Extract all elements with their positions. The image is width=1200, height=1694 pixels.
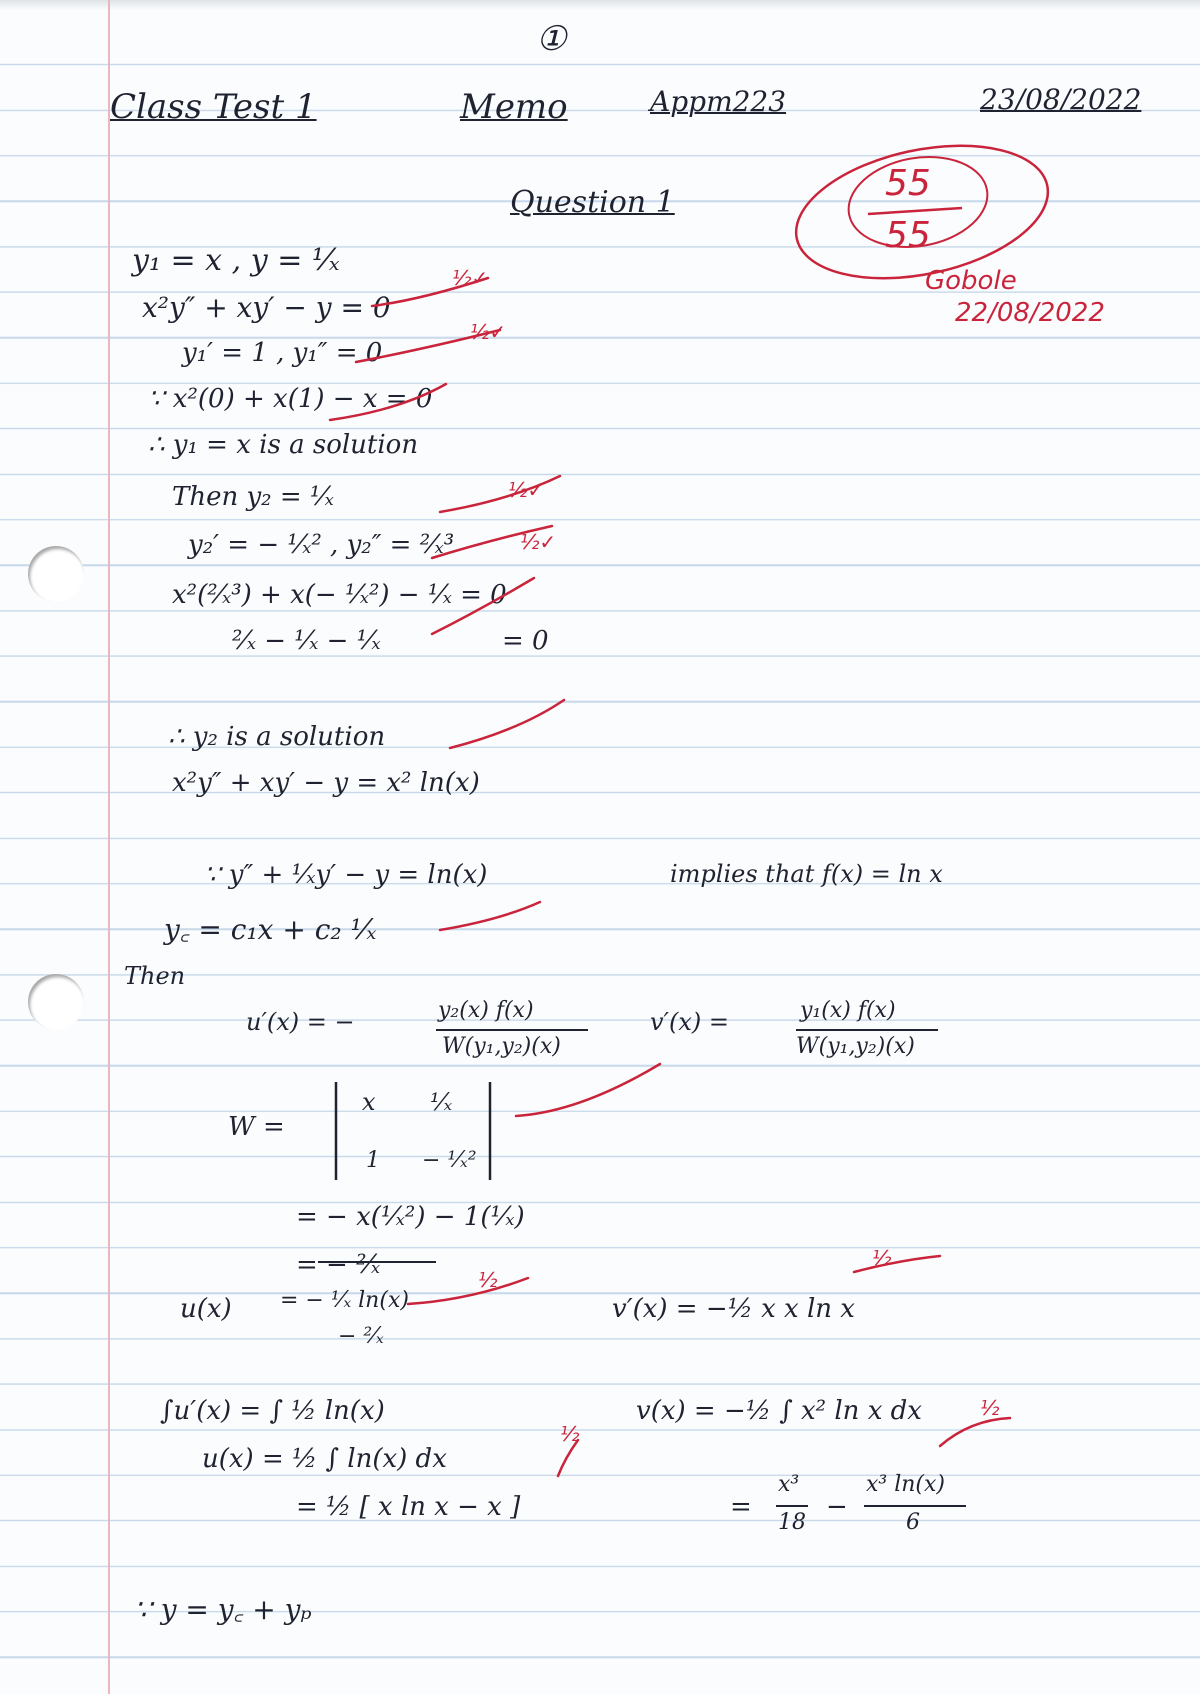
- mark-2: ½✓: [470, 320, 507, 344]
- marker-signature: Gobole: [925, 266, 1017, 296]
- v-prime-lhs: v′(x) =: [650, 1008, 730, 1036]
- header-title: Class Test 1: [110, 87, 317, 127]
- work-line-9-result: = 0: [502, 626, 549, 656]
- work-line-3: y₁′ = 1 , y₁″ = 0: [182, 338, 383, 368]
- u-prime-lhs: u′(x) = −: [246, 1008, 355, 1036]
- work-line-13: y꜀ = c₁x + c₂ ¹⁄ₓ: [164, 913, 377, 946]
- wronskian-step-2: = − ²⁄ₓ: [296, 1250, 381, 1280]
- mark-4: ½✓: [520, 530, 557, 554]
- u-prime-numerator: y₂(x) f(x): [438, 998, 534, 1023]
- u-integral: u(x) = ½ ∫ ln(x) dx: [202, 1444, 447, 1474]
- v-result-equals: =: [730, 1492, 752, 1522]
- grade-total: 55: [885, 215, 931, 256]
- work-line-9: ²⁄ₓ − ¹⁄ₓ − ¹⁄ₓ: [232, 626, 381, 656]
- work-line-14: Then: [124, 962, 186, 990]
- work-line-7: y₂′ = − ¹⁄ₓ² , y₂″ = ²⁄ₓ³: [188, 530, 455, 560]
- u-rhs-numerator: = − ¹⁄ₓ ln(x): [280, 1288, 409, 1313]
- work-line-6: Then y₂ = ¹⁄ₓ: [172, 482, 334, 512]
- work-line-5: ∴ y₁ = x is a solution: [148, 430, 419, 460]
- u-lhs: u(x): [180, 1294, 232, 1324]
- work-line-2: x²y″ + xy′ − y = 0: [142, 291, 391, 324]
- work-line-11: x²y″ + xy′ − y = x² ln(x): [172, 768, 480, 798]
- mark-5: ½: [478, 1268, 498, 1292]
- wronskian-step-1: = − x(¹⁄ₓ²) − 1(¹⁄ₓ): [296, 1202, 525, 1232]
- mark-6: ½: [872, 1246, 892, 1270]
- work-line-8: x²(²⁄ₓ³) + x(− ¹⁄ₓ²) − ¹⁄ₓ = 0: [172, 580, 507, 610]
- v-prime-result: v′(x) = −½ x x ln x: [612, 1294, 855, 1324]
- work-line-12: ∵ y″ + ¹⁄ₓy′ − y = ln(x): [204, 860, 488, 890]
- work-line-4: ∵ x²(0) + x(1) − x = 0: [148, 384, 433, 414]
- work-line-12-note: implies that f(x) = ln x: [670, 860, 943, 888]
- u-result: = ½ [ x ln x − x ]: [296, 1492, 521, 1522]
- v-result-minus: −: [826, 1492, 848, 1522]
- v-integral: v(x) = −½ ∫ x² ln x dx: [636, 1396, 922, 1426]
- wronskian-d: − ¹⁄ₓ²: [422, 1148, 477, 1173]
- page-number: ①: [536, 19, 567, 59]
- marker-date: 22/08/2022: [955, 298, 1105, 328]
- v-prime-denominator: W(y₁,y₂)(x): [796, 1034, 915, 1059]
- u-prime-denominator: W(y₁,y₂)(x): [442, 1034, 561, 1059]
- v-result-num-1: x³: [778, 1472, 800, 1497]
- work-line-10: ∴ y₂ is a solution: [168, 722, 386, 752]
- grade-score: 55: [885, 163, 931, 204]
- mark-1: ½✓: [452, 266, 489, 290]
- v-prime-numerator: y₁(x) f(x): [800, 998, 896, 1023]
- v-result-den-1: 18: [778, 1510, 806, 1535]
- work-line-1: y₁ = x , y = ¹⁄ₓ: [132, 243, 340, 278]
- mark-8: ½: [980, 1396, 1000, 1420]
- mark-3: ½✓: [508, 478, 545, 502]
- integral-u-prime: ∫u′(x) = ∫ ½ ln(x): [160, 1396, 385, 1426]
- wronskian-c: 1: [366, 1148, 380, 1173]
- mark-7: ½: [560, 1422, 580, 1446]
- v-result-den-2: 6: [906, 1510, 920, 1535]
- final-solution-line: ∵ y = y꜀ + yₚ: [134, 1593, 312, 1626]
- u-rhs-denominator: − ²⁄ₓ: [338, 1324, 384, 1349]
- header-date: 23/08/2022: [980, 83, 1142, 116]
- section-heading: Question 1: [510, 185, 675, 220]
- v-result-num-2: x³ ln(x): [866, 1472, 945, 1497]
- header-course: Appm223: [650, 85, 787, 118]
- wronskian-label: W =: [228, 1112, 285, 1142]
- wronskian-a: x: [362, 1088, 376, 1116]
- wronskian-b: ¹⁄ₓ: [430, 1088, 453, 1116]
- header-memo: Memo: [460, 87, 568, 127]
